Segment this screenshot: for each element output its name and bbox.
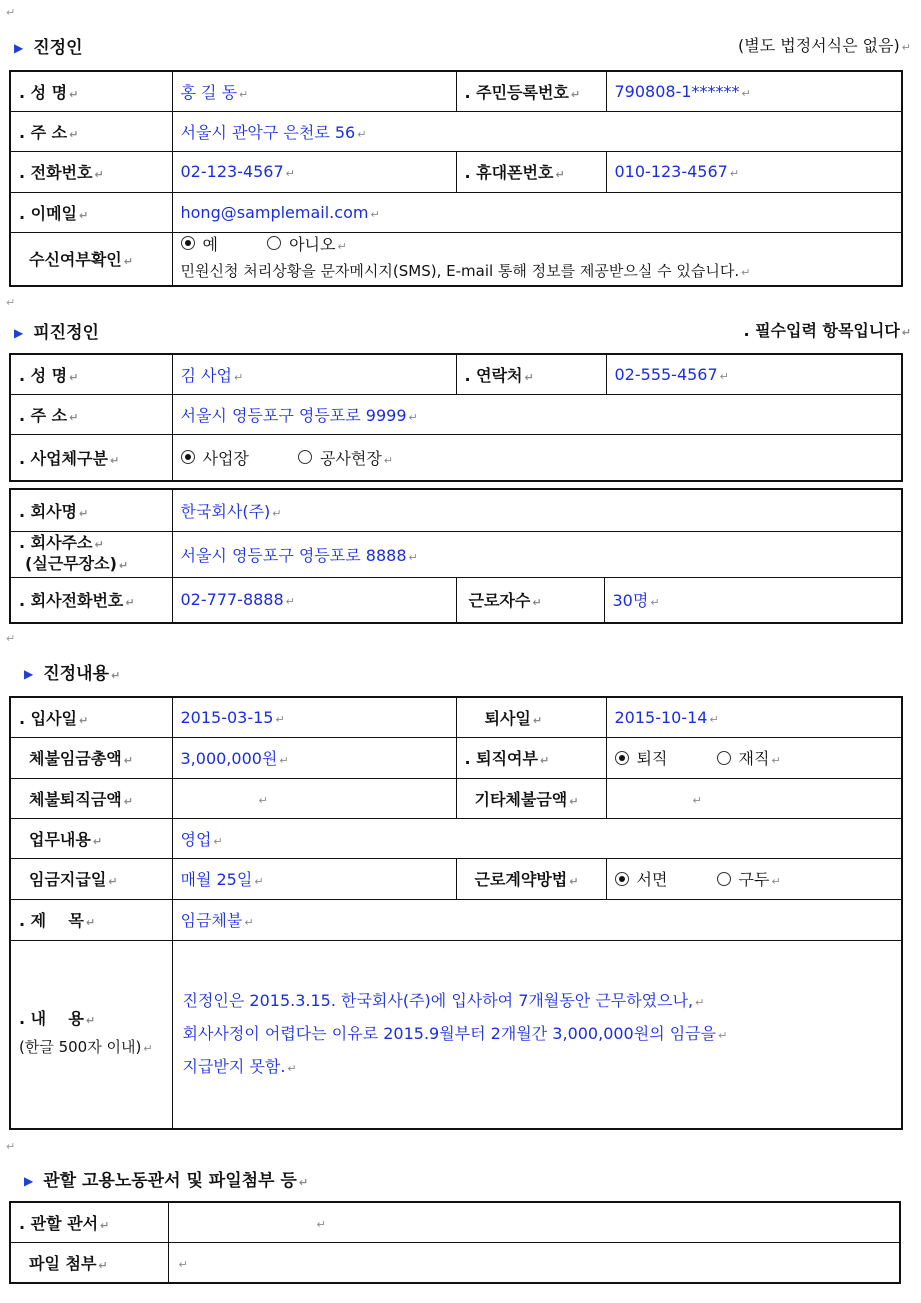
complainant-rrn-field[interactable]: 790808-1****** ↵ xyxy=(606,71,902,111)
retired-radio[interactable]: 퇴직 xyxy=(615,746,668,769)
respondent-contact-field[interactable]: 02-555-4567 ↵ xyxy=(606,354,902,394)
business-type-cell xyxy=(172,434,902,481)
respondent-name-field[interactable]: 김 사업 ↵ xyxy=(172,354,456,394)
office-section-title: ▶ 관할 고용노동관서 및 파일첨부 등 ↵ xyxy=(24,1171,309,1191)
content-limit-note: (한글 500자 이내) ↵ xyxy=(19,1038,153,1057)
other-unpaid-label: 기타체불금액 ↵ xyxy=(456,778,606,818)
phone-label: . 전화번호 ↵ xyxy=(10,151,172,192)
employed-radio[interactable]: 재직 ↵ xyxy=(717,746,781,769)
complainant-mobile-field[interactable]: 010-123-4567 ↵ xyxy=(606,151,902,192)
join-date-field[interactable]: 2015-03-15 ↵ xyxy=(172,697,456,737)
receive-no-radio[interactable]: 아니오 ↵ xyxy=(267,233,347,259)
complainant-email-field[interactable]: hong@samplemail.com ↵ xyxy=(172,192,902,232)
radio-unchecked-icon xyxy=(717,751,731,765)
content-field[interactable] xyxy=(172,940,902,1129)
workers-field[interactable]: 30명 ↵ xyxy=(604,577,902,623)
contract-method-label: 근로계약방법 ↵ xyxy=(456,858,606,899)
radio-checked-icon xyxy=(615,872,629,886)
company-address-label: . 회사주소 ↵ (실근무장소) ↵ xyxy=(10,531,172,577)
join-date-label: . 입사일 ↵ xyxy=(10,697,172,737)
radio-unchecked-icon xyxy=(298,450,312,464)
complainant-phone-field[interactable]: 02-123-4567 ↵ xyxy=(172,151,456,192)
required-fields-note: . 필수입력 항목입니다 ↵ xyxy=(743,321,911,340)
leave-date-label: 퇴사일 ↵ xyxy=(456,697,606,737)
company-address-field[interactable]: 서울시 영등포구 영등포로 8888 ↵ xyxy=(172,531,902,577)
content-label-cell xyxy=(10,940,172,1129)
radio-unchecked-icon xyxy=(267,236,281,250)
receive-description: 민원신청 처리상황을 문자메시지(SMS), E-mail 통해 정보를 제공받으실 수 있습니다. ↵ xyxy=(180,261,751,280)
respondent-address-field[interactable]: 서울시 영등포구 영등포로 9999 ↵ xyxy=(172,394,902,434)
receive-confirm-label: 수신여부확인 ↵ xyxy=(10,232,172,286)
unpaid-severance-field[interactable]: ↵ xyxy=(172,778,456,818)
leave-date-field[interactable]: 2015-10-14 ↵ xyxy=(606,697,902,737)
paragraph-mark: ↵ xyxy=(6,296,16,309)
respondent-address-label: . 주 소 ↵ xyxy=(10,394,172,434)
triangle-bullet-icon: ▶ xyxy=(24,667,34,681)
company-table xyxy=(9,488,903,624)
subject-field[interactable]: 임금체불 ↵ xyxy=(172,899,902,940)
complainant-table xyxy=(9,70,903,287)
payday-field[interactable]: 매월 25일 ↵ xyxy=(172,858,456,899)
contract-oral-radio[interactable]: 구두 ↵ xyxy=(717,867,781,890)
receive-confirm-cell xyxy=(172,232,902,286)
paragraph-mark: ↵ xyxy=(6,6,16,19)
radio-unchecked-icon xyxy=(717,872,731,886)
business-type-business-radio[interactable]: 사업장 xyxy=(181,446,249,469)
address-label: . 주 소 ↵ xyxy=(10,111,172,151)
complainant-name-field[interactable]: 홍 길 동 ↵ xyxy=(172,71,456,111)
paragraph-mark: ↵ xyxy=(6,632,16,645)
complainant-address-field[interactable]: 서울시 관악구 은천로 56 ↵ xyxy=(172,111,902,151)
rrn-label: . 주민등록번호 ↵ xyxy=(456,71,606,111)
triangle-bullet-icon: ▶ xyxy=(14,326,24,340)
retire-status-cell xyxy=(606,737,902,778)
name-label: . 성 명 ↵ xyxy=(10,71,172,111)
email-label: . 이메일 ↵ xyxy=(10,192,172,232)
content-label: . 내 용 ↵ xyxy=(19,1009,96,1029)
respondent-contact-label: . 연락처 ↵ xyxy=(456,354,606,394)
payday-label: 임금지급일 ↵ xyxy=(10,858,172,899)
respondent-section-title: ▶ 피진정인 xyxy=(14,323,99,343)
triangle-bullet-icon: ▶ xyxy=(24,1174,34,1188)
contract-written-radio[interactable]: 서면 xyxy=(615,867,668,890)
retire-status-label: . 퇴직여부 ↵ xyxy=(456,737,606,778)
radio-checked-icon xyxy=(181,450,195,464)
content-line: 진정인은 2015.3.15. 한국회사(주)에 입사하여 7개월동안 근무하였으나, ↵ xyxy=(182,990,705,1010)
workers-label: 근로자수 ↵ xyxy=(456,577,604,623)
duty-label: 업무내용 ↵ xyxy=(10,818,172,858)
business-type-construction-radio[interactable]: 공사현장 ↵ xyxy=(298,446,393,469)
receive-yes-radio[interactable]: 예 xyxy=(181,233,218,257)
unpaid-total-field[interactable]: 3,000,000원 ↵ xyxy=(172,737,456,778)
unpaid-total-label: 체불임금총액 ↵ xyxy=(10,737,172,778)
content-line: 회사사정이 어렵다는 이유로 2015.9월부터 2개월간 3,000,000원의 임금을 ↵ xyxy=(182,1023,728,1043)
radio-checked-icon xyxy=(181,236,195,250)
petition-section-title: ▶ 진정내용 ↵ xyxy=(24,664,121,684)
company-name-field[interactable]: 한국회사(주) ↵ xyxy=(172,489,902,531)
no-legal-form-note: (별도 법정서식은 없음) ↵ xyxy=(738,36,911,55)
radio-checked-icon xyxy=(615,751,629,765)
paragraph-mark: ↵ xyxy=(6,1140,16,1153)
petition-table xyxy=(9,696,903,1130)
unpaid-severance-label: 체불퇴직금액 ↵ xyxy=(10,778,172,818)
file-attach-field[interactable]: ↵ xyxy=(168,1242,900,1283)
subject-label: . 제 목 ↵ xyxy=(10,899,172,940)
contract-method-cell xyxy=(606,858,902,899)
complainant-section-title: ▶ 진정인 xyxy=(14,38,83,58)
duty-field[interactable]: 영업 ↵ xyxy=(172,818,902,858)
content-line: 지급받지 못함. ↵ xyxy=(182,1056,297,1076)
business-type-label: . 사업체구분 ↵ xyxy=(10,434,172,481)
company-phone-field[interactable]: 02-777-8888 ↵ xyxy=(172,577,456,623)
company-phone-label: . 회사전화번호 ↵ xyxy=(10,577,172,623)
respondent-name-label: . 성 명 ↵ xyxy=(10,354,172,394)
other-unpaid-field[interactable]: ↵ xyxy=(606,778,902,818)
office-table xyxy=(9,1201,901,1284)
triangle-bullet-icon: ▶ xyxy=(14,41,24,55)
respondent-table xyxy=(9,353,903,482)
file-attach-label: 파일 첨부 ↵ xyxy=(10,1242,168,1283)
company-name-label: . 회사명 ↵ xyxy=(10,489,172,531)
office-field[interactable]: ↵ xyxy=(168,1202,900,1242)
office-label: . 관할 관서 ↵ xyxy=(10,1202,168,1242)
mobile-label: . 휴대폰번호 ↵ xyxy=(456,151,606,192)
